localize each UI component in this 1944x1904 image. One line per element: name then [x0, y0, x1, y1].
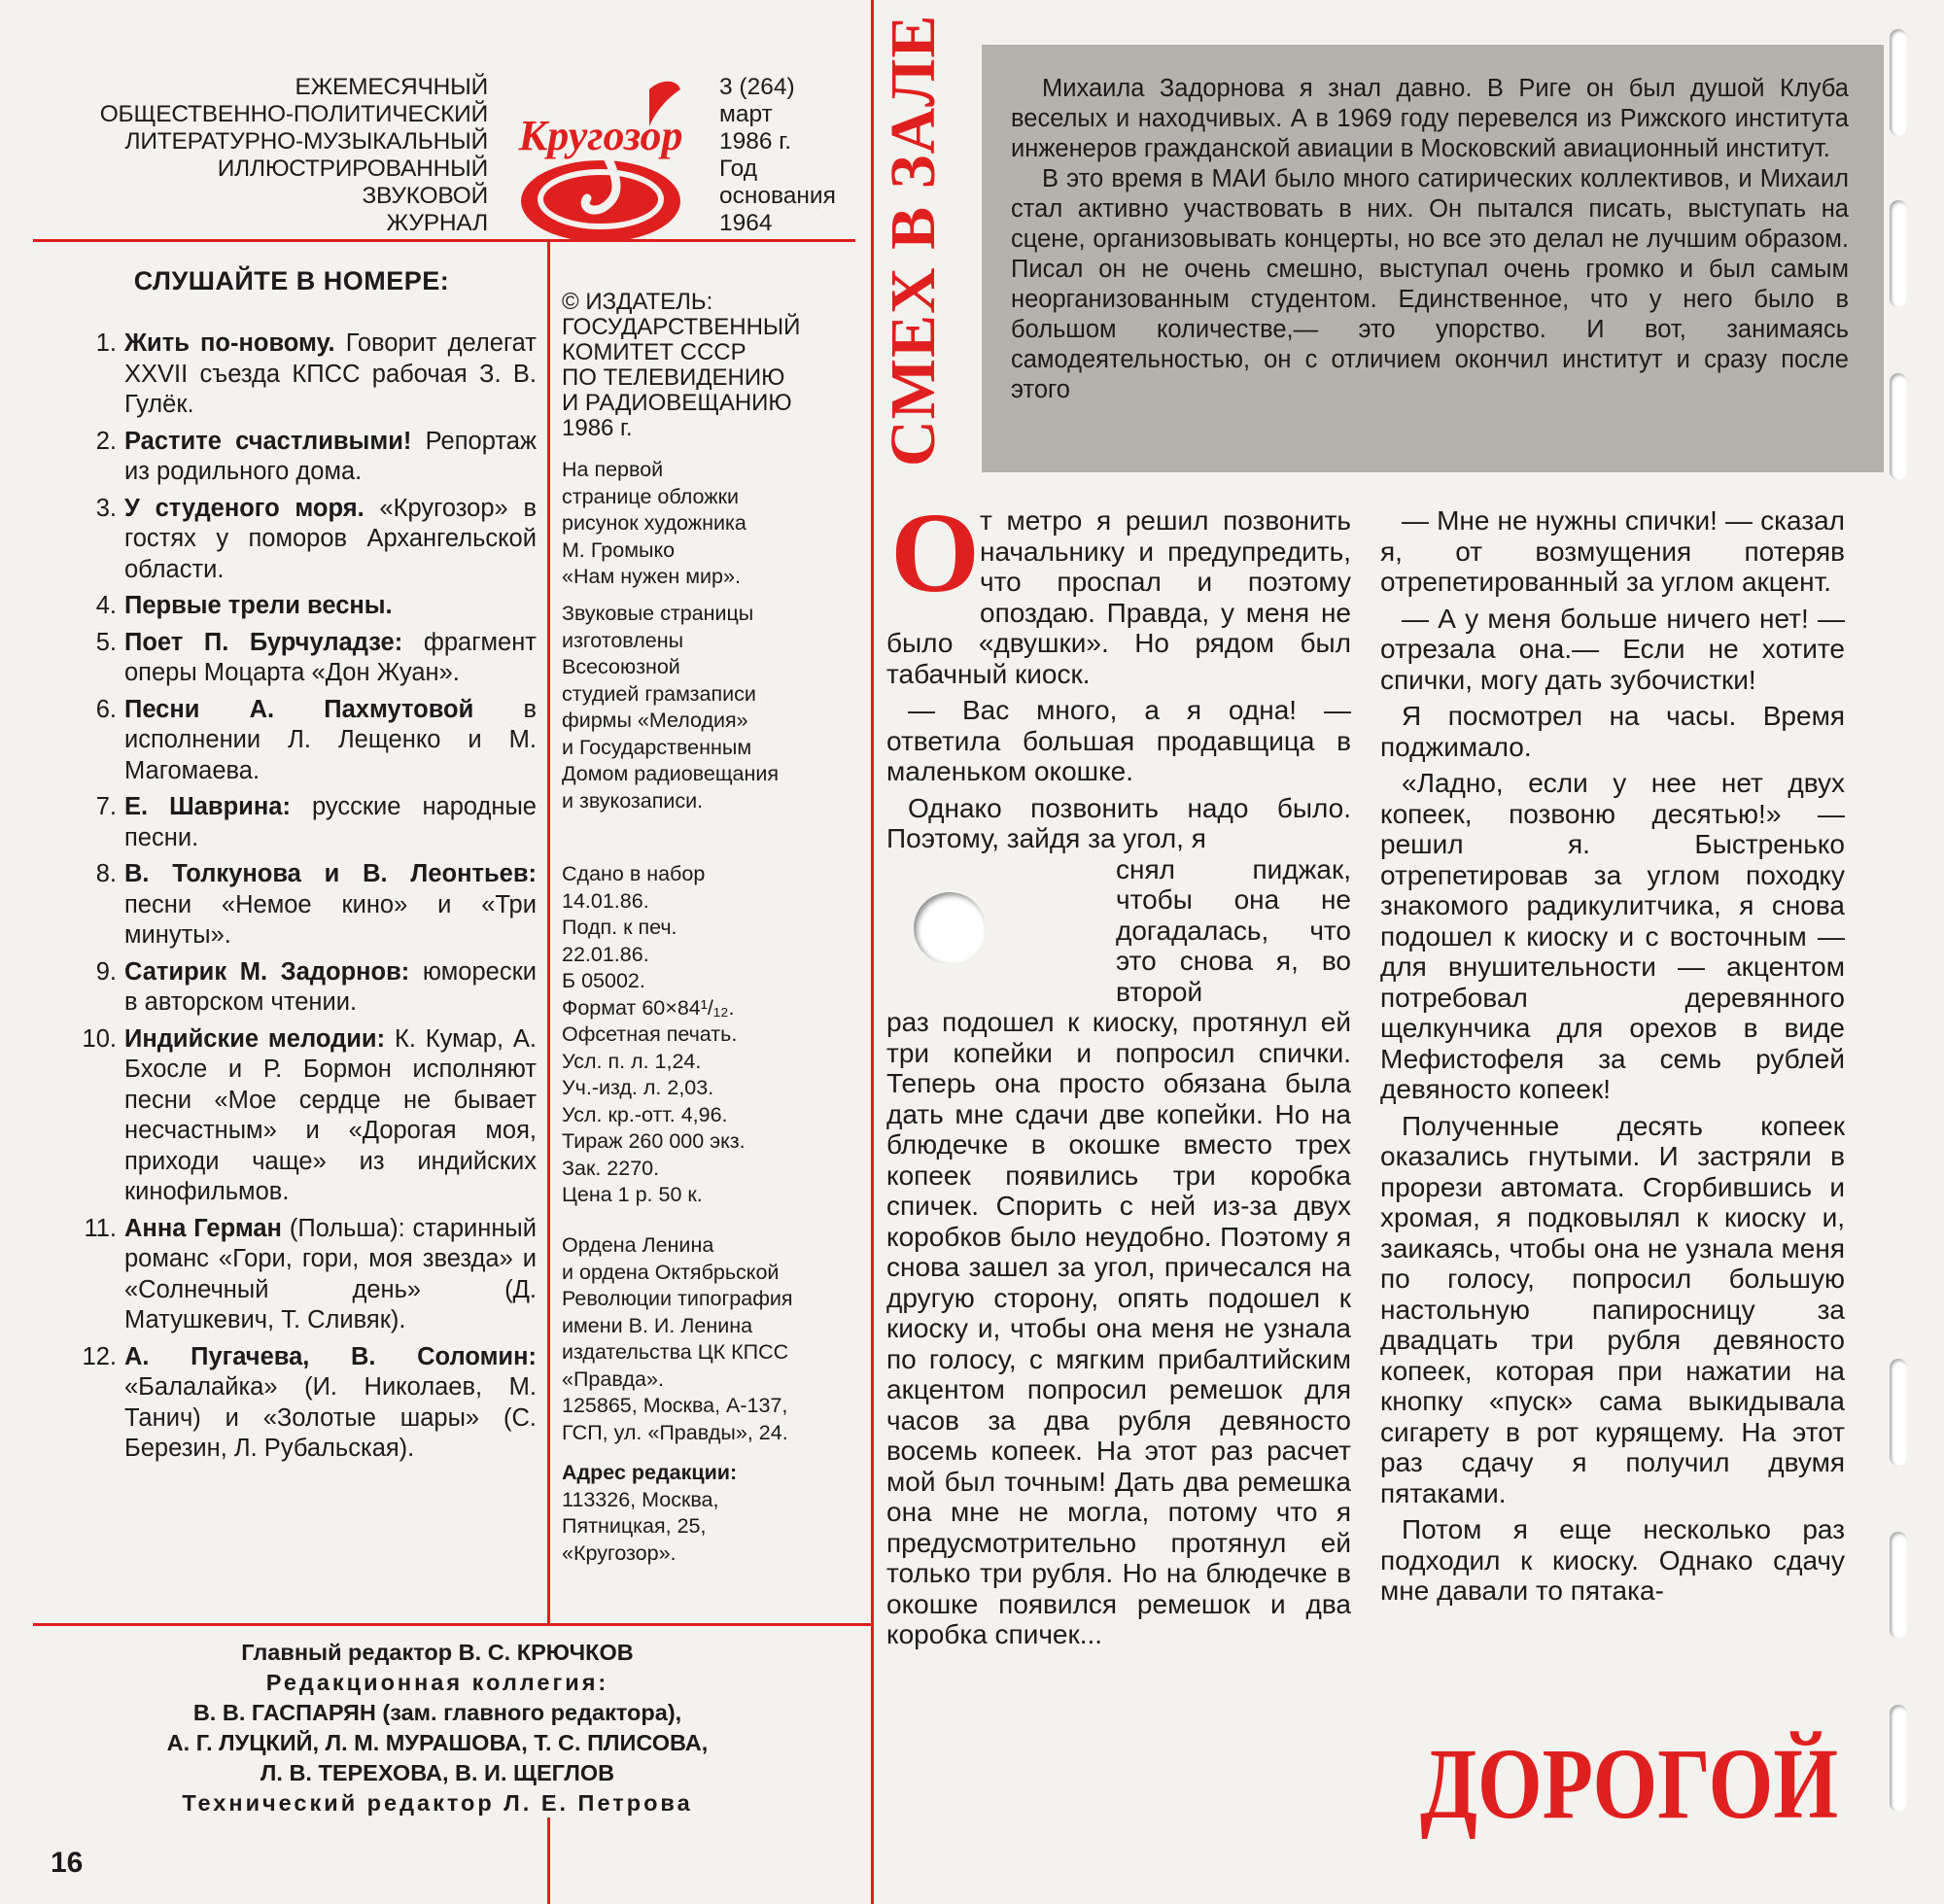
credit-line: Главный редактор В. С. КРЮЧКОВ: [241, 1640, 634, 1665]
printer-line: «Правда».: [562, 1367, 664, 1391]
masthead-line: ИЛЛЮСТРИРОВАННЫЙ: [217, 156, 488, 182]
printer-line: Ордена Ленина: [562, 1233, 714, 1257]
credit-line: А. Г. ЛУЦКИЙ, Л. М. МУРАШОВА, Т. С. ПЛИСОВА,: [166, 1730, 709, 1755]
contents-item: [70, 1024, 537, 1208]
contents-item: [70, 427, 537, 488]
column-rule-left: [547, 241, 550, 1626]
paragraph-indent-around-hole: снял пиджак, чтобы она не догадалась, что это снова я, во второй: [1116, 853, 1351, 1007]
address-line: Пятницкая, 25,: [562, 1514, 707, 1538]
print-line: Тираж 260 000 экз.: [562, 1129, 746, 1153]
credit-line: В. В. ГАСПАРЯН (зам. главного редактора),: [192, 1700, 682, 1725]
address-block: [562, 1460, 859, 1567]
sound-line: Всесоюзной: [562, 655, 680, 678]
issue-line: Год: [719, 156, 758, 182]
paragraph: — А у меня больше ничего нет! — отрезала она.— Если не хотите спички, могу дать зубочистки!: [1380, 603, 1845, 695]
contents-item: [70, 695, 537, 787]
publisher-line: И РАДИОВЕЩАНИЮ: [562, 390, 792, 416]
printer-line: Революции типография: [562, 1287, 793, 1310]
contents-title: СЛУШАЙТЕ В НОМЕРЕ:: [133, 266, 450, 295]
item-number: 8.: [95, 860, 117, 887]
issue-line: март: [719, 101, 773, 127]
item-number: 7.: [95, 793, 117, 820]
edge-slot: [1890, 1705, 1907, 1812]
edge-slot: [1890, 1359, 1907, 1466]
issue-info: [719, 74, 855, 237]
printer-line: издательства ЦК КПСС: [562, 1340, 789, 1364]
credit-line: Л. В. ТЕРЕХОВА, В. И. ЩЕГЛОВ: [260, 1760, 615, 1785]
cover-credit: [562, 457, 859, 591]
masthead-description: [39, 74, 488, 237]
paragraph: — Мне не нужны спички! — сказал я, от возмущения потеряв отрепетированный за углом акцент.: [1380, 505, 1845, 597]
contents-item: [70, 494, 537, 586]
item-description: Репортаж из родильного дома.: [124, 427, 537, 485]
item-description: (Польша): старинный романс «Гори, гори, моя звезда» и «Солнечный день» (Д. Матушкевич, Т. Сливяк).: [124, 1214, 537, 1333]
intro-paragraph: В это время в МАИ было много сатирических коллективов, и Михаил стал активно участвовать в них. Он пытался писать, выступать на сцене, организовывать концерты, но все это делал не лучшим образом. Писал он не очень смешно, выступал очень громко и был самым неорганизованным студентом. Единственное, что у него было в большом количестве,— это упорство. И вот, занимаясь самодеятельностью, он с отличием окончил институт и сразу после этого: [1011, 165, 1849, 403]
address-line: 113326, Москва,: [562, 1487, 719, 1511]
contents-item: [70, 1214, 537, 1336]
item-title: У студеного моря.: [124, 494, 364, 522]
sound-line: Звуковые страницы: [562, 602, 754, 625]
print-line: 22.01.86.: [562, 942, 649, 966]
print-line: Б 05002.: [562, 969, 645, 992]
masthead-line: ЕЖЕМЕСЯЧНЫЙ: [295, 74, 488, 100]
editorial-credits: [39, 1638, 836, 1818]
item-title: В. Толкунова и В. Леонтьев:: [124, 860, 537, 887]
item-title: Анна Герман: [124, 1214, 282, 1242]
publisher-block: [562, 290, 859, 441]
item-number: 11.: [84, 1214, 117, 1242]
item-title: Е. Шаврина:: [124, 793, 291, 820]
article-column-2: [1380, 505, 1845, 1612]
contents-item: [70, 792, 537, 853]
logo-text: Кругозор: [518, 112, 683, 159]
issue-line: 1986 г.: [719, 128, 792, 155]
contents-item: [70, 957, 537, 1019]
edge-slot: [1890, 200, 1907, 307]
svg-text:ДОРОГОЙ: ДОРОГОЙ: [1420, 1728, 1838, 1840]
sound-credit: [562, 601, 859, 814]
contents-item: [70, 859, 537, 952]
issue-line: 3 (264): [719, 74, 795, 100]
credit-line: Технический редактор Л. Е. Петрова: [182, 1790, 693, 1816]
intro-text: [1011, 74, 1849, 405]
article-title-dorogoy: [1415, 1720, 1843, 1840]
edge-slot: [1890, 29, 1907, 136]
item-description: песни «Немое кино» и «Три минуты».: [124, 890, 537, 949]
masthead-line: ЛИТЕРАТУРНО-МУЗЫКАЛЬНЫЙ: [124, 128, 488, 155]
item-number: 10.: [82, 1024, 117, 1053]
masthead-line: ОБЩЕСТВЕННО-ПОЛИТИЧЕСКИЙ: [99, 101, 488, 127]
section-title-vertical: СМЕХ В ЗАЛЕ: [878, 14, 949, 467]
item-title: Первые трели весны.: [124, 592, 393, 619]
item-number: 3.: [95, 494, 117, 522]
printer-line: и ордена Октябрьской: [562, 1260, 780, 1284]
issue-line: основания: [719, 183, 836, 209]
item-description: юморески в авторском чтении.: [124, 957, 537, 1016]
paragraph: т метро я решил позвонить начальнику и предупредить, что проспал и поэтому опоздаю. Правда, у меня не было «двушки». Но рядом был табачный киоск.: [886, 505, 1351, 689]
paragraph: «Ладно, если у нее нет двух копеек, позвоню десятью!» — решил я. Быстренько отрепетировав за углом походку знакомого радикулитчика, я снова подошел к киоску и с восточным — для внушительности — акцентом потребовал деревянного щелкунчика для орехов в виде Мефистофеля за семь рублей девяносто копеек!: [1380, 768, 1845, 1104]
item-title: А. Пугачева, В. Соломин:: [124, 1342, 537, 1370]
address-title: Адрес редакции:: [562, 1461, 738, 1484]
paragraph: — Вас много, а я одна! — ответила большая продавщица в маленьком окошке.: [886, 695, 1351, 786]
issue-line: 1964: [719, 210, 773, 236]
svg-text:О: О: [890, 489, 980, 616]
contents-item: [70, 1342, 537, 1465]
item-title: Индийские мелодии:: [124, 1024, 386, 1053]
item-description: фрагмент оперы Моцарта «Дон Жуан».: [124, 628, 537, 686]
krugozor-logo: [503, 70, 698, 255]
printer-line: 125865, Москва, А-137,: [562, 1394, 788, 1417]
address-line: «Кругозор».: [562, 1541, 677, 1565]
credits-rule: [33, 1623, 871, 1626]
print-line: Офсетная печать.: [562, 1022, 738, 1046]
item-number: 12.: [82, 1342, 117, 1370]
sound-line: изготовлены: [562, 628, 684, 652]
article-column-1: [886, 505, 1351, 1656]
item-description: «Балалайка» (И. Николаев, М. Танич) и «Золотые шары» (С. Березин, Л. Рубальская).: [124, 1373, 537, 1462]
contents-list: [70, 329, 537, 1471]
cover-line: странице обложки: [562, 484, 740, 508]
sound-line: и звукозаписи.: [562, 788, 704, 813]
sound-line: студией грамзаписи: [562, 681, 756, 706]
item-title: Жить по-новому.: [124, 329, 335, 357]
paragraph: Потом я еще несколько раз подходил к киоску. Однако сдачу мне давали то пятака-: [1380, 1514, 1845, 1606]
column-rule-right: [871, 0, 874, 1904]
print-line: Цена 1 р. 50 к.: [562, 1183, 703, 1206]
publisher-line: ГОСУДАРСТВЕННЫЙ: [562, 314, 801, 340]
edge-slot: [1890, 373, 1907, 480]
item-description: «Кругозор» в гостях у поморов Архангельской области.: [124, 494, 537, 583]
item-description: русские народные песни.: [124, 793, 537, 851]
paragraph: Полученные десять копеек оказались гнутыми. И застряли в прорези автомата. Сгорбившись и хромая, я подковылял к киоску и, заикаясь, чтобы она не узнала меня по голосу, попросил большую настольную папиросницу за двадцать три рубля девяносто копеек, которая при нажатии на кнопку «пуск» сама выкидывала сигарету в рот курящему. На этот раз сдачу я получил двумя пятаками.: [1380, 1110, 1845, 1508]
credit-line: Редакционная коллегия:: [265, 1670, 609, 1695]
cover-line: М. Громыко: [562, 537, 676, 562]
cover-line: На первой: [562, 458, 664, 481]
item-description: К. Кумар, А. Бхосле и Р. Бормон исполняют песни «Мое сердце не бывает несчастным» и «Дорогая моя, приходи чаще» из индийских кинофильмов.: [124, 1024, 537, 1205]
item-number: 4.: [95, 592, 117, 619]
publisher-line: © ИЗДАТЕЛЬ:: [562, 289, 713, 315]
item-number: 5.: [95, 628, 117, 656]
item-title: Песни А. Пахмутовой: [124, 695, 474, 723]
page-number: 16: [51, 1847, 84, 1879]
contents-item: [70, 329, 537, 421]
item-number: 2.: [95, 427, 117, 455]
item-number: 9.: [95, 957, 117, 986]
masthead-line: ЖУРНАЛ: [386, 210, 488, 236]
sound-line: фирмы «Мелодия»: [562, 709, 748, 732]
masthead-rule: [33, 239, 855, 242]
footer-rule: [547, 1817, 550, 1904]
printer-line: ГСП, ул. «Правды», 24.: [562, 1420, 788, 1444]
publisher-line: КОМИТЕТ СССР: [562, 339, 746, 365]
item-title: Растите счастливыми!: [124, 427, 412, 455]
cover-line: «Нам нужен мир».: [562, 565, 741, 588]
paragraph: Однако позвонить надо было. Поэтому, зайдя за угол, я: [886, 792, 1351, 853]
masthead-line: ЗВУКОВОЙ: [362, 183, 488, 209]
print-line: Подп. к печ.: [562, 916, 677, 939]
sound-line: и Государственным: [562, 735, 752, 759]
contents-item: [70, 591, 537, 622]
printer-line: имени В. И. Ленина: [562, 1313, 753, 1337]
print-line: Сдано в набор: [562, 862, 706, 885]
item-number: 6.: [95, 695, 117, 723]
print-line: Усл. кр.-отт. 4,96.: [562, 1102, 728, 1126]
item-description: в исполнении Л. Лещенко и М. Магомаева.: [124, 695, 538, 784]
item-title: Сатирик М. Задорнов:: [124, 957, 410, 986]
contents-item: [70, 628, 537, 689]
print-line: Формат 60×84¹/₁₂.: [562, 995, 735, 1020]
print-line: 14.01.86.: [562, 888, 649, 913]
sound-line: Домом радиовещания: [562, 762, 779, 785]
disc-center-hole: [914, 892, 986, 964]
cover-line: рисунок художника: [562, 511, 746, 535]
print-info: [562, 861, 859, 1209]
item-number: 1.: [95, 329, 117, 357]
print-line: Зак. 2270.: [562, 1156, 660, 1180]
item-description: Говорит делегат XXVII съезда КПСС рабочая З. В. Гулёк.: [124, 329, 537, 418]
paragraph: раз подошел к киоску, протянул ей три копейки и попросил спички. Теперь она просто обязана была дать мне сдачи две копейки. Но на блюдечке в окошке вместо трех копеек появились три коробка спичек. Спорить с ней из-за двух коробков было неудобно. Поэтому я снова зашел за угол, причесался на другую сторону, опять подошел к киоску и, чтобы она меня не узнала по голосу, с мягким прибалтийским акцентом попросил ремешок для часов за два рубля девяносто восемь копеек. На этот раз расчет мой был точным! Дать два ремешка она мне не могла, потому что я предусмотрительно протянул ей только три рубля. Но на блюдечке в окошке появился ремешок и два коробка спичек...: [886, 1007, 1351, 1649]
intro-paragraph: Михаила Задорнова я знал давно. В Риге он был душой Клуба веселых и находчивых. А в 1969 году перевелся из Рижского института инженеров гражданской авиации в Московский авиационный институт.: [1011, 75, 1849, 162]
publisher-line: ПО ТЕЛЕВИДЕНИЮ: [562, 364, 785, 391]
print-line: Усл. п. л. 1,24.: [562, 1049, 702, 1073]
printer-info: [562, 1232, 859, 1446]
edge-slot: [1890, 1532, 1907, 1639]
paragraph: Я посмотрел на часы. Время поджимало.: [1380, 701, 1845, 762]
publisher-line: 1986 г.: [562, 415, 633, 441]
print-line: Уч.-изд. л. 2,03.: [562, 1076, 714, 1099]
item-title: Поет П. Бурчуладзе:: [124, 628, 403, 656]
